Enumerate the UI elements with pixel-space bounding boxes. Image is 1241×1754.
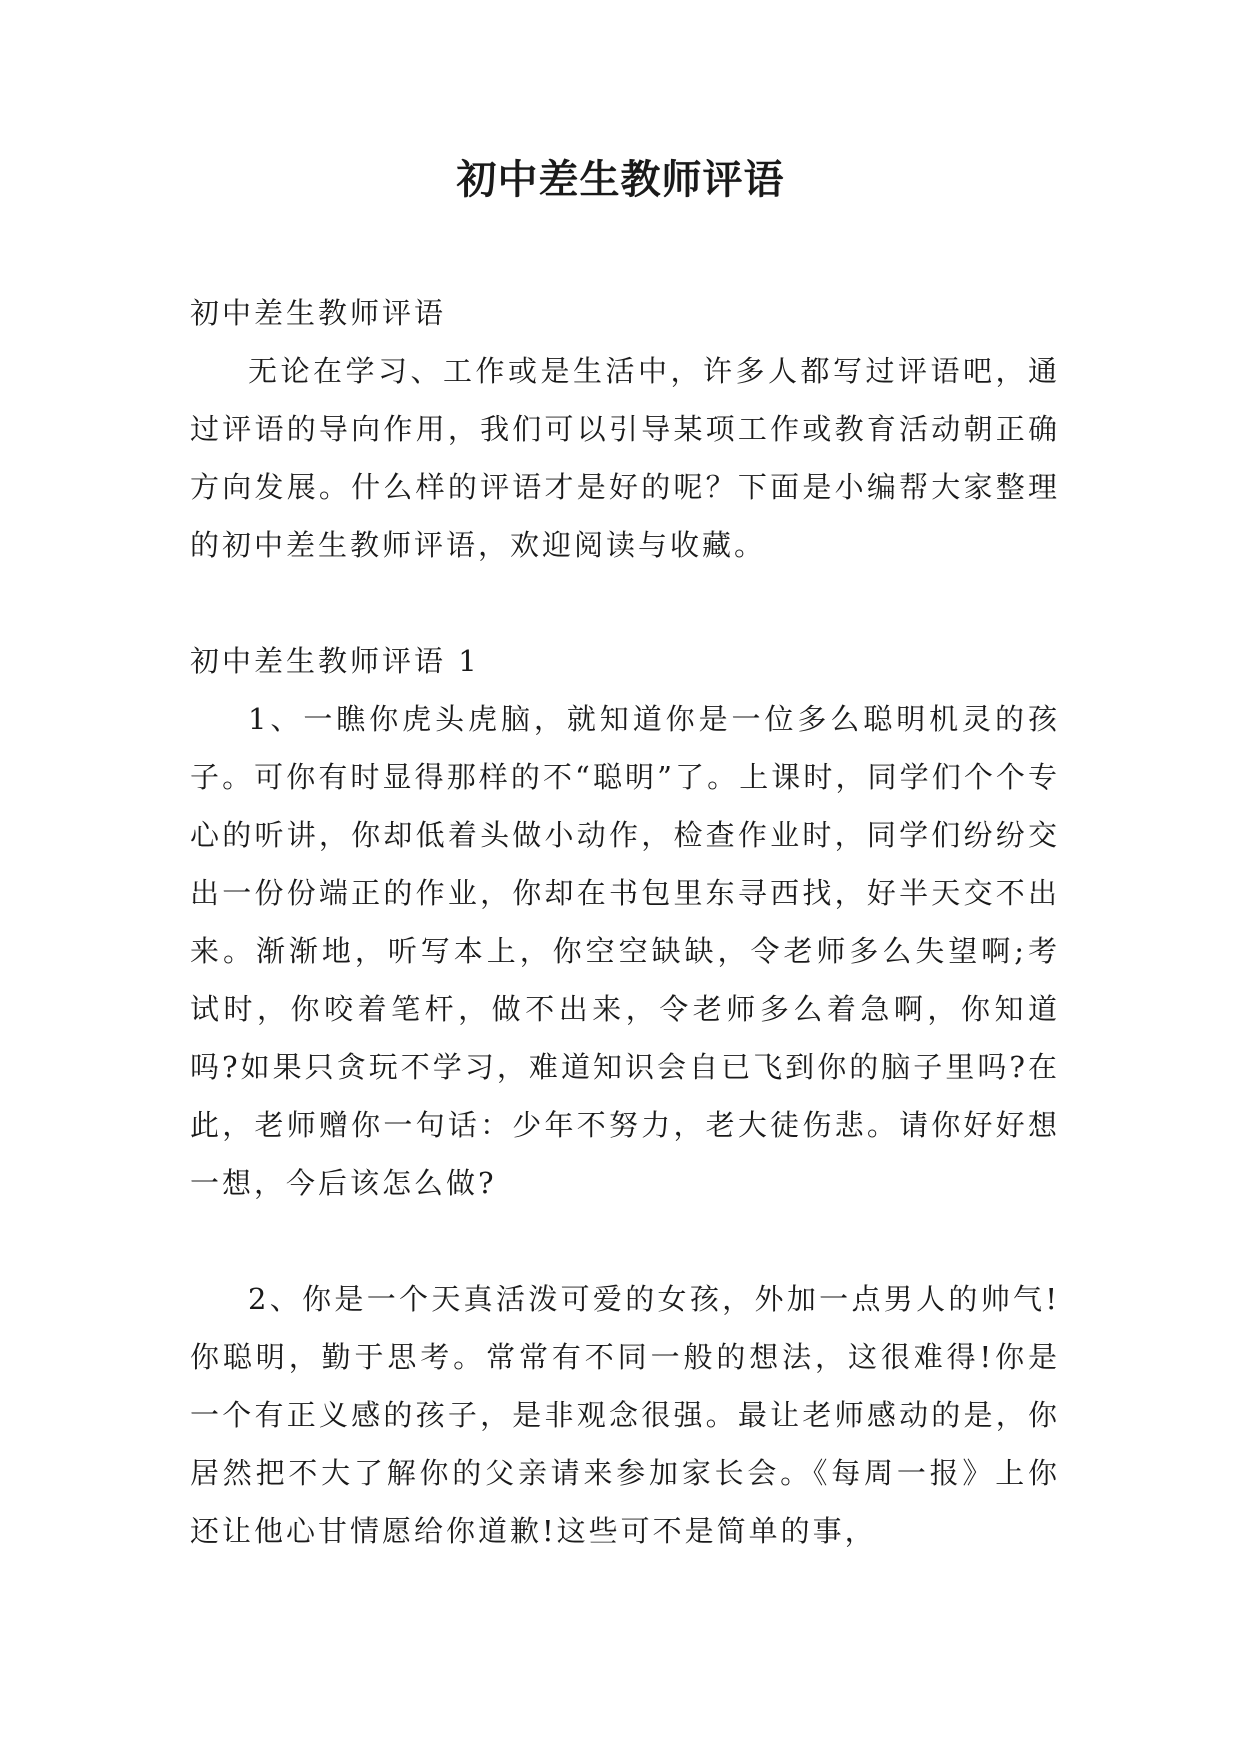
intro-paragraph: 无论在学习、工作或是生活中，许多人都写过评语吧，通过评语的导向作用，我们可以引导某项工作或教育活动朝正确方向发展。什么样的评语才是好的呢？下面是小编帮大家整理的初中差生教师评语，欢迎阅读与收藏。 <box>190 354 1060 562</box>
section-heading: 初中差生教师评语 1 <box>190 644 480 678</box>
comment-item-2: 2、你是一个天真活泼可爱的女孩，外加一点男人的帅气!你聪明，勤于思考。常常有不同一般的想法，这很难得!你是一个有正义感的孩子，是非观念很强。最让老师感动的是，你居然把不大了解你的父亲请来参加家长会。《每周一报》上你还让他心甘情愿给你道歉!这些可不是简单的事， <box>190 1282 1060 1548</box>
document-subtitle: 初中差生教师评语 <box>190 296 447 330</box>
document-title: 初中差生教师评语 <box>456 156 785 203</box>
comment-item-1: 1、一瞧你虎头虎脑，就知道你是一位多么聪明机灵的孩子。可你有时显得那样的不“聪明”了。上课时，同学们个个专心的听讲，你却低着头做小动作，检查作业时，同学们纷纷交出一份份端正的作业，你却在书包里东寻西找，好半天交不出来。渐渐地，听写本上，你空空缺缺，令老师多么失望啊;考试时，你咬着笔杆，做不出来，令老师多么着急啊，你知道吗?如果只贪玩不学习，难道知识会自已飞到你的脑子里吗?在此，老师赠你一句话：少年不努力，老大徒伤悲。请你好好想一想，今后该怎么做? <box>190 702 1060 1200</box>
